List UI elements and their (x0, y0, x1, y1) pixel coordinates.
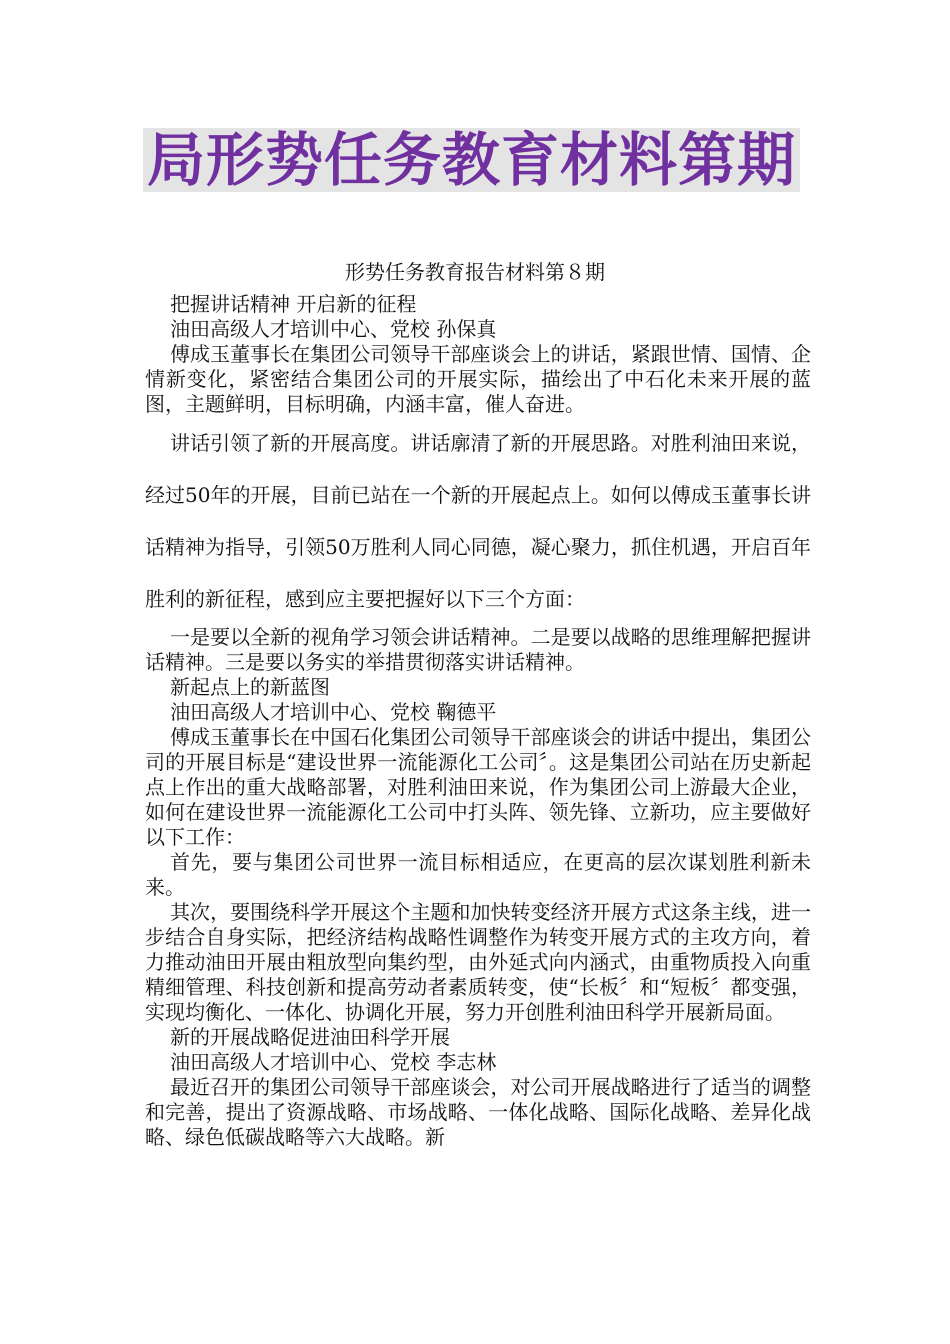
body-paragraph: 一是要以全新的视角学习领会讲话精神。二是要以战略的思维理解把握讲话精神。三是要以务实的举措贯彻落实讲话精神。 (145, 625, 811, 674)
body-paragraph: 首先，要与集团公司世界一流目标相适应，在更高的层次谋划胜利新未来。 (145, 850, 811, 899)
author-line: 油田高级人才培训中心、党校 李志林 (170, 1050, 497, 1074)
body-paragraph: 傅成玉董事长在集团公司领导干部座谈会上的讲话，紧跟世情、国情、企情新变化，紧密结合集团公司的开展实际，描绘出了中石化未来开展的蓝图，主题鲜明，目标明确，内涵丰富，催人奋进。 (145, 342, 811, 416)
section-heading: 新起点上的新蓝图 (170, 675, 330, 699)
body-paragraph: 傅成玉董事长在中国石化集团公司领导干部座谈会的讲话中提出，集团公司的开展目标是“建设世界一流能源化工公司〞。这是集团公司站在历史新起点上作出的重大战略部署，对胜利油田来说，作为集团公司上游最大企业，如何在建设世界一流能源化工公司中打头阵、领先锋、立新功，应主要做好以下工作： (145, 725, 811, 849)
section-heading: 新的开展战略促进油田科学开展 (170, 1025, 450, 1049)
author-line: 油田高级人才培训中心、党校 孙保真 (170, 317, 497, 341)
body-paragraph: 最近召开的集团公司领导干部座谈会，对公司开展战略进行了适当的调整和完善，提出了资源战略、市场战略、一体化战略、国际化战略、差异化战略、绿色低碳战略等六大战略。新 (145, 1075, 811, 1149)
body-paragraph: 其次，要围绕科学开展这个主题和加快转变经济开展方式这条主线，进一步结合自身实际，把经济结构战略性调整作为转变开展方式的主攻方向，着力推动油田开展由粗放型向集约型，由外延式向内涵式，由重物质投入向重精细管理、科技创新和提高劳动者素质转变，使“长板〞和“短板〞都变强，实现均衡化、一体化、协调化开展，努力开创胜利油田科学开展新局面。 (145, 900, 811, 1024)
title-highlight (143, 128, 800, 192)
document-body (145, 292, 811, 1150)
author-line: 油田高级人才培训中心、党校 鞠德平 (170, 700, 497, 724)
document-title: 局形势任务教育材料第期 (147, 128, 797, 192)
body-paragraph: 讲话引领了新的开展高度。讲话廓清了新的开展思路。对胜利油田来说，经过50年的开展，目前已站在一个新的开展起点上。如何以傅成玉董事长讲话精神为指导，引领50万胜利人同心同德，凝心聚力，抓住机遇，开启百年胜利的新征程，感到应主要把握好以下三个方面： (145, 431, 811, 611)
document-subtitle: 形势任务教育报告材料第８期 (345, 260, 605, 284)
section-heading: 把握讲话精神 开启新的征程 (170, 292, 417, 316)
